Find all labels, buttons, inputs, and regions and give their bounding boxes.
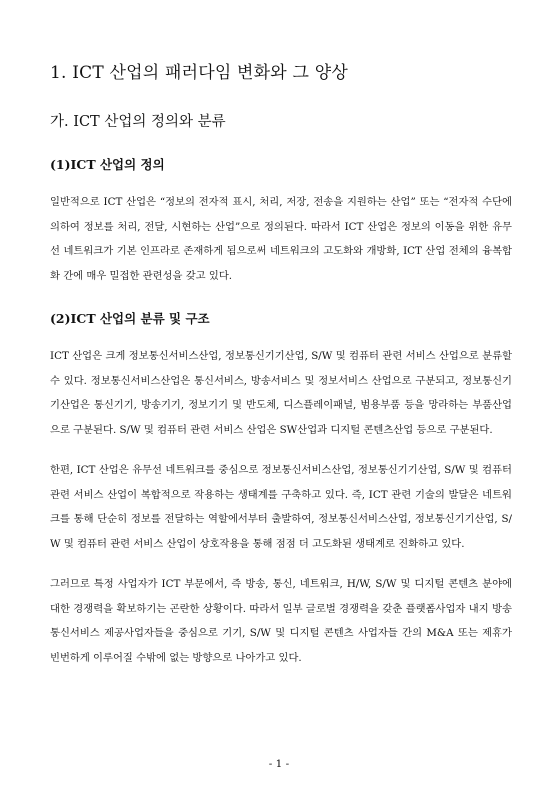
ecosystem-paragraph: 한편, ICT 산업은 유무선 네트워크를 중심으로 정보통신서비스산업, 정보통신기기산업, S/W 및 컴퓨터 관련 서비스 산업이 복합적으로 작용하는 생태계를 구축하고 있다. 즉, ICT 관련 기술의 발달은 네트워크를 통해 단순히 정보를 전달하는 역할에서부터 출발하여, 정보통신서비스산업, 정보통신기기산업, S/W 및 컴퓨터 관련 서비스 산업이 상호작용을 통해 점점 더 고도화된 생태계로 진화하고 있다. xyxy=(50,464,512,550)
subsection-classification-title: (2)ICT 산업의 분류 및 구조 xyxy=(50,311,210,326)
definition-paragraph: 일반적으로 ICT 산업은 “정보의 전자적 표시, 처리, 저장, 전송을 지원하는 산업” 또는 “전자적 수단에 의하여 정보를 처리, 전달, 시현하는 산업”으로 정의된다. 따라서 ICT 산업은 정보의 이동을 위한 유무선 네트워크가 기본 인프라로 존재하게 됨으로써 네트워크의 고도화와 개방화, ICT 산업 전체의 융복합화 간에 매우 밀접한 관련성을 갖고 있다. xyxy=(50,196,512,282)
page-number: - 1 - xyxy=(268,758,290,770)
section-title: 가. ICT 산업의 정의와 분류 xyxy=(50,114,226,130)
classification-paragraph: ICT 산업은 크게 정보통신서비스산업, 정보통신기기산업, S/W 및 컴퓨터 관련 서비스 산업으로 분류할 수 있다. 정보통신서비스산업은 통신서비스, 방송서비스 및 정보서비스 산업으로 구분되고, 정보통신기기산업은 통신기기, 방송기기, 정보기기 및 반도체, 디스플레이패널, 범용부품 등을 망라하는 부품산업으로 구분된다. S/W 및 컴퓨터 관련 서비스 산업은 SW산업과 디지털 콘텐츠산업 등으로 구분된다. xyxy=(50,350,512,436)
competition-paragraph: 그러므로 특정 사업자가 ICT 부문에서, 즉 방송, 통신, 네트워크, H/W, S/W 및 디지털 콘텐츠 분야에 대한 경쟁력을 확보하기는 곤란한 상황이다. 따라서 일부 글로벌 경쟁력을 갖춘 플랫폼사업자 내지 방송통신서비스 제공사업자들을 중심으로 기기, S/W 및 디지털 콘텐츠 사업자들 간의 M&A 또는 제휴가 빈번하게 이루어질 수밖에 없는 방향으로 나아가고 있다. xyxy=(50,578,512,664)
chapter-title: 1. ICT 산업의 패러다임 변화와 그 양상 xyxy=(50,63,348,83)
subsection-definition-title: (1)ICT 산업의 정의 xyxy=(50,157,165,172)
